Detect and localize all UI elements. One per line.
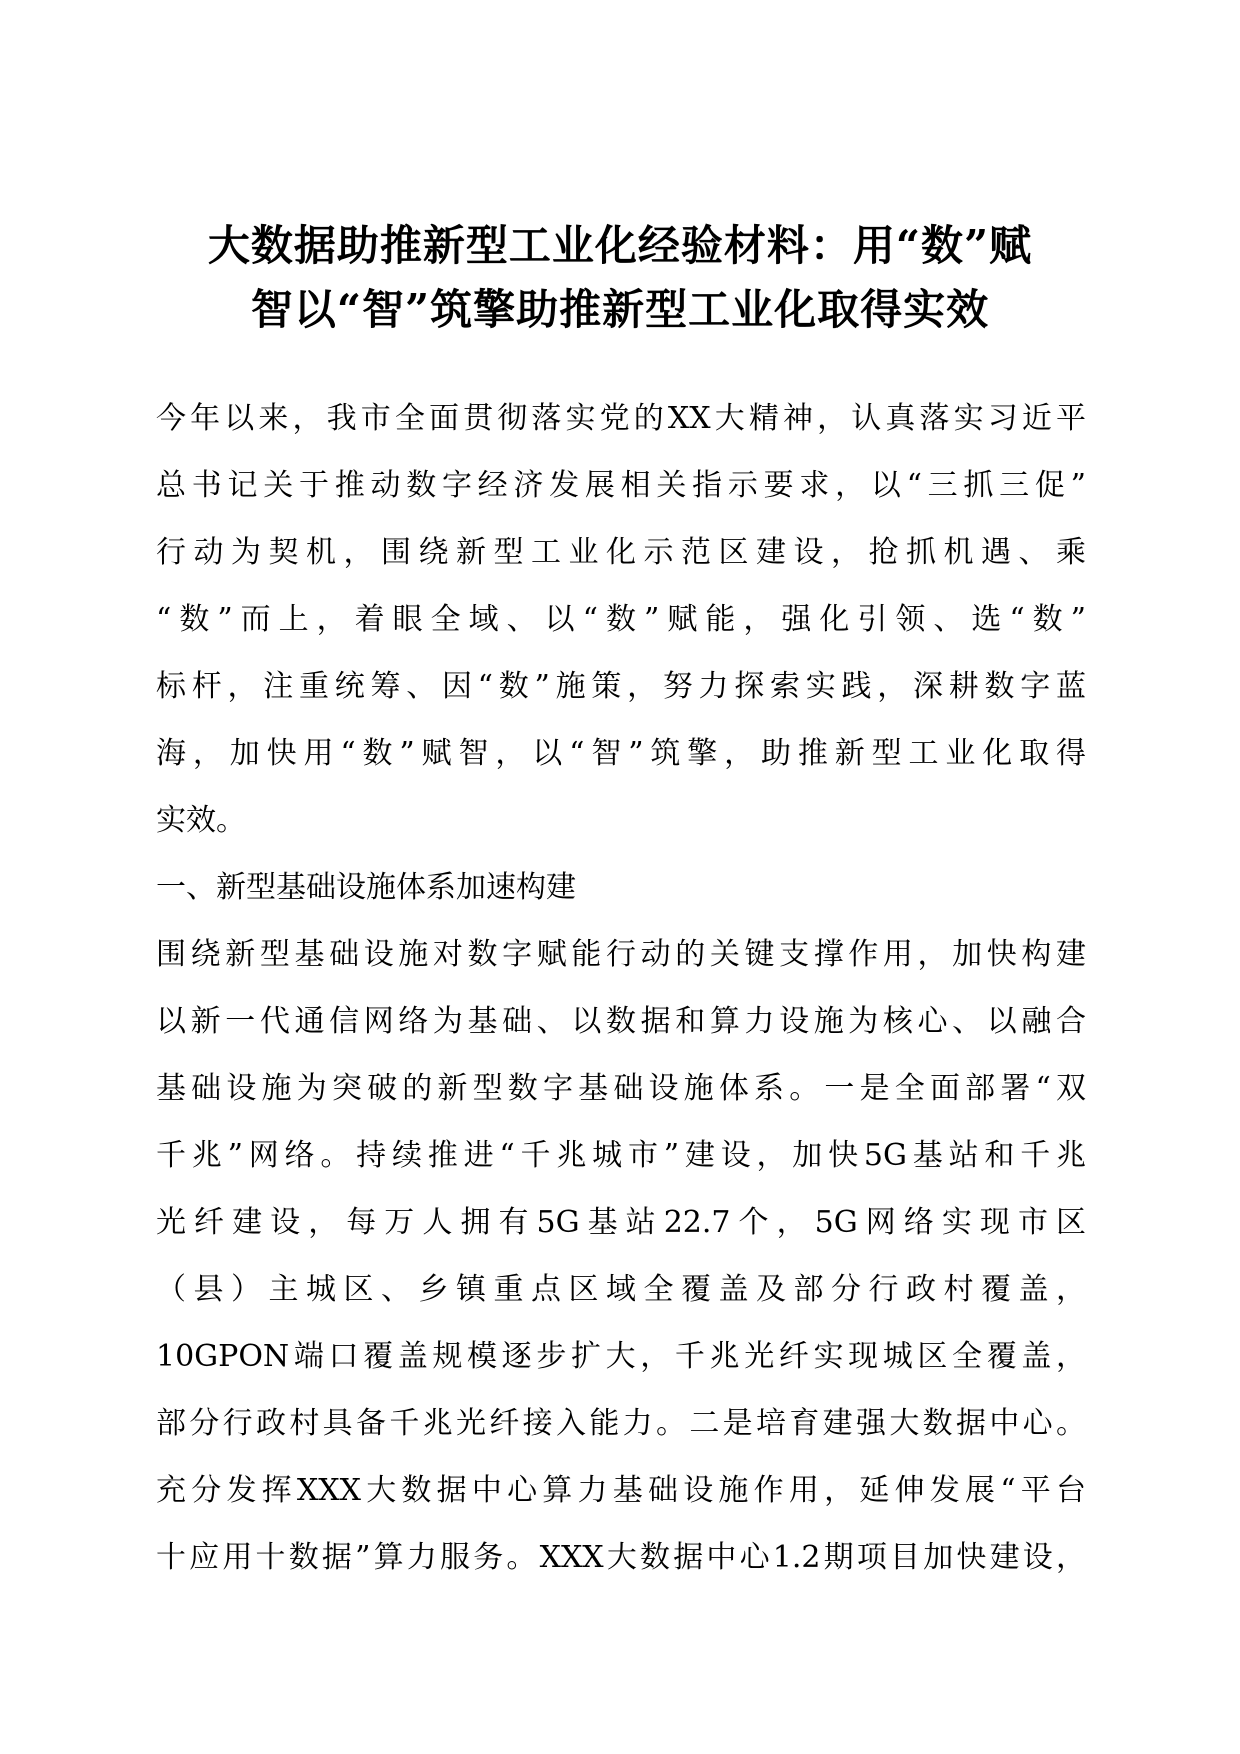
section-heading: 一、新型基础设施体系加速构建 [156, 870, 576, 905]
document-title [150, 214, 1090, 342]
body-line-7: 实效。 [156, 803, 246, 838]
body-line-13: 光纤建设，每万人拥有5G基站22.7个，5G网络实现市区 [156, 1205, 1086, 1240]
body-line-17: 充分发挥XXX大数据中心算力基础设施作用，延伸发展“平台 [156, 1473, 1086, 1508]
title-line-2: 智以“智”筑擎助推新型工业化取得实效 [250, 285, 990, 334]
body-line-6: 海，加快用“数”赋智，以“智”筑擎，助推新型工业化取得 [156, 736, 1086, 771]
body-line-10: 以新一代通信网络为基础、以数据和算力设施为核心、以融合 [156, 1004, 1086, 1039]
body-line-3: 行动为契机，围绕新型工业化示范区建设，抢抓机遇、乘 [156, 535, 1086, 570]
body-line-12: 千兆”网络。持续推进“千兆城市”建设，加快5G基站和千兆 [156, 1138, 1086, 1173]
body-line-18: 十应用十数据”算力服务。XXX大数据中心1.2期项目加快建设， [156, 1540, 1086, 1575]
body-line-11: 基础设施为突破的新型数字基础设施体系。一是全面部署“双 [156, 1071, 1086, 1106]
body-line-5: 标杆，注重统筹、因“数”施策，努力探索实践，深耕数字蓝 [156, 669, 1086, 704]
body-line-15: 10GPON端口覆盖规模逐步扩大，千兆光纤实现城区全覆盖， [156, 1339, 1086, 1374]
body-line-14: （县）主城区、乡镇重点区域全覆盖及部分行政村覆盖， [156, 1272, 1086, 1307]
body-line-2: 总书记关于推动数字经济发展相关指示要求，以“三抓三促” [156, 468, 1086, 503]
body-line-4: “数”而上，着眼全域、以“数”赋能，强化引领、选“数” [156, 602, 1086, 637]
body-line-9: 围绕新型基础设施对数字赋能行动的关键支撑作用，加快构建 [156, 937, 1086, 972]
title-line-1: 大数据助推新型工业化经验材料：用“数”赋 [207, 221, 1033, 270]
document-body [156, 385, 1086, 1591]
body-line-1: 今年以来，我市全面贯彻落实党的XX大精神，认真落实习近平 [156, 401, 1086, 436]
body-line-16: 部分行政村具备千兆光纤接入能力。二是培育建强大数据中心。 [156, 1406, 1086, 1441]
